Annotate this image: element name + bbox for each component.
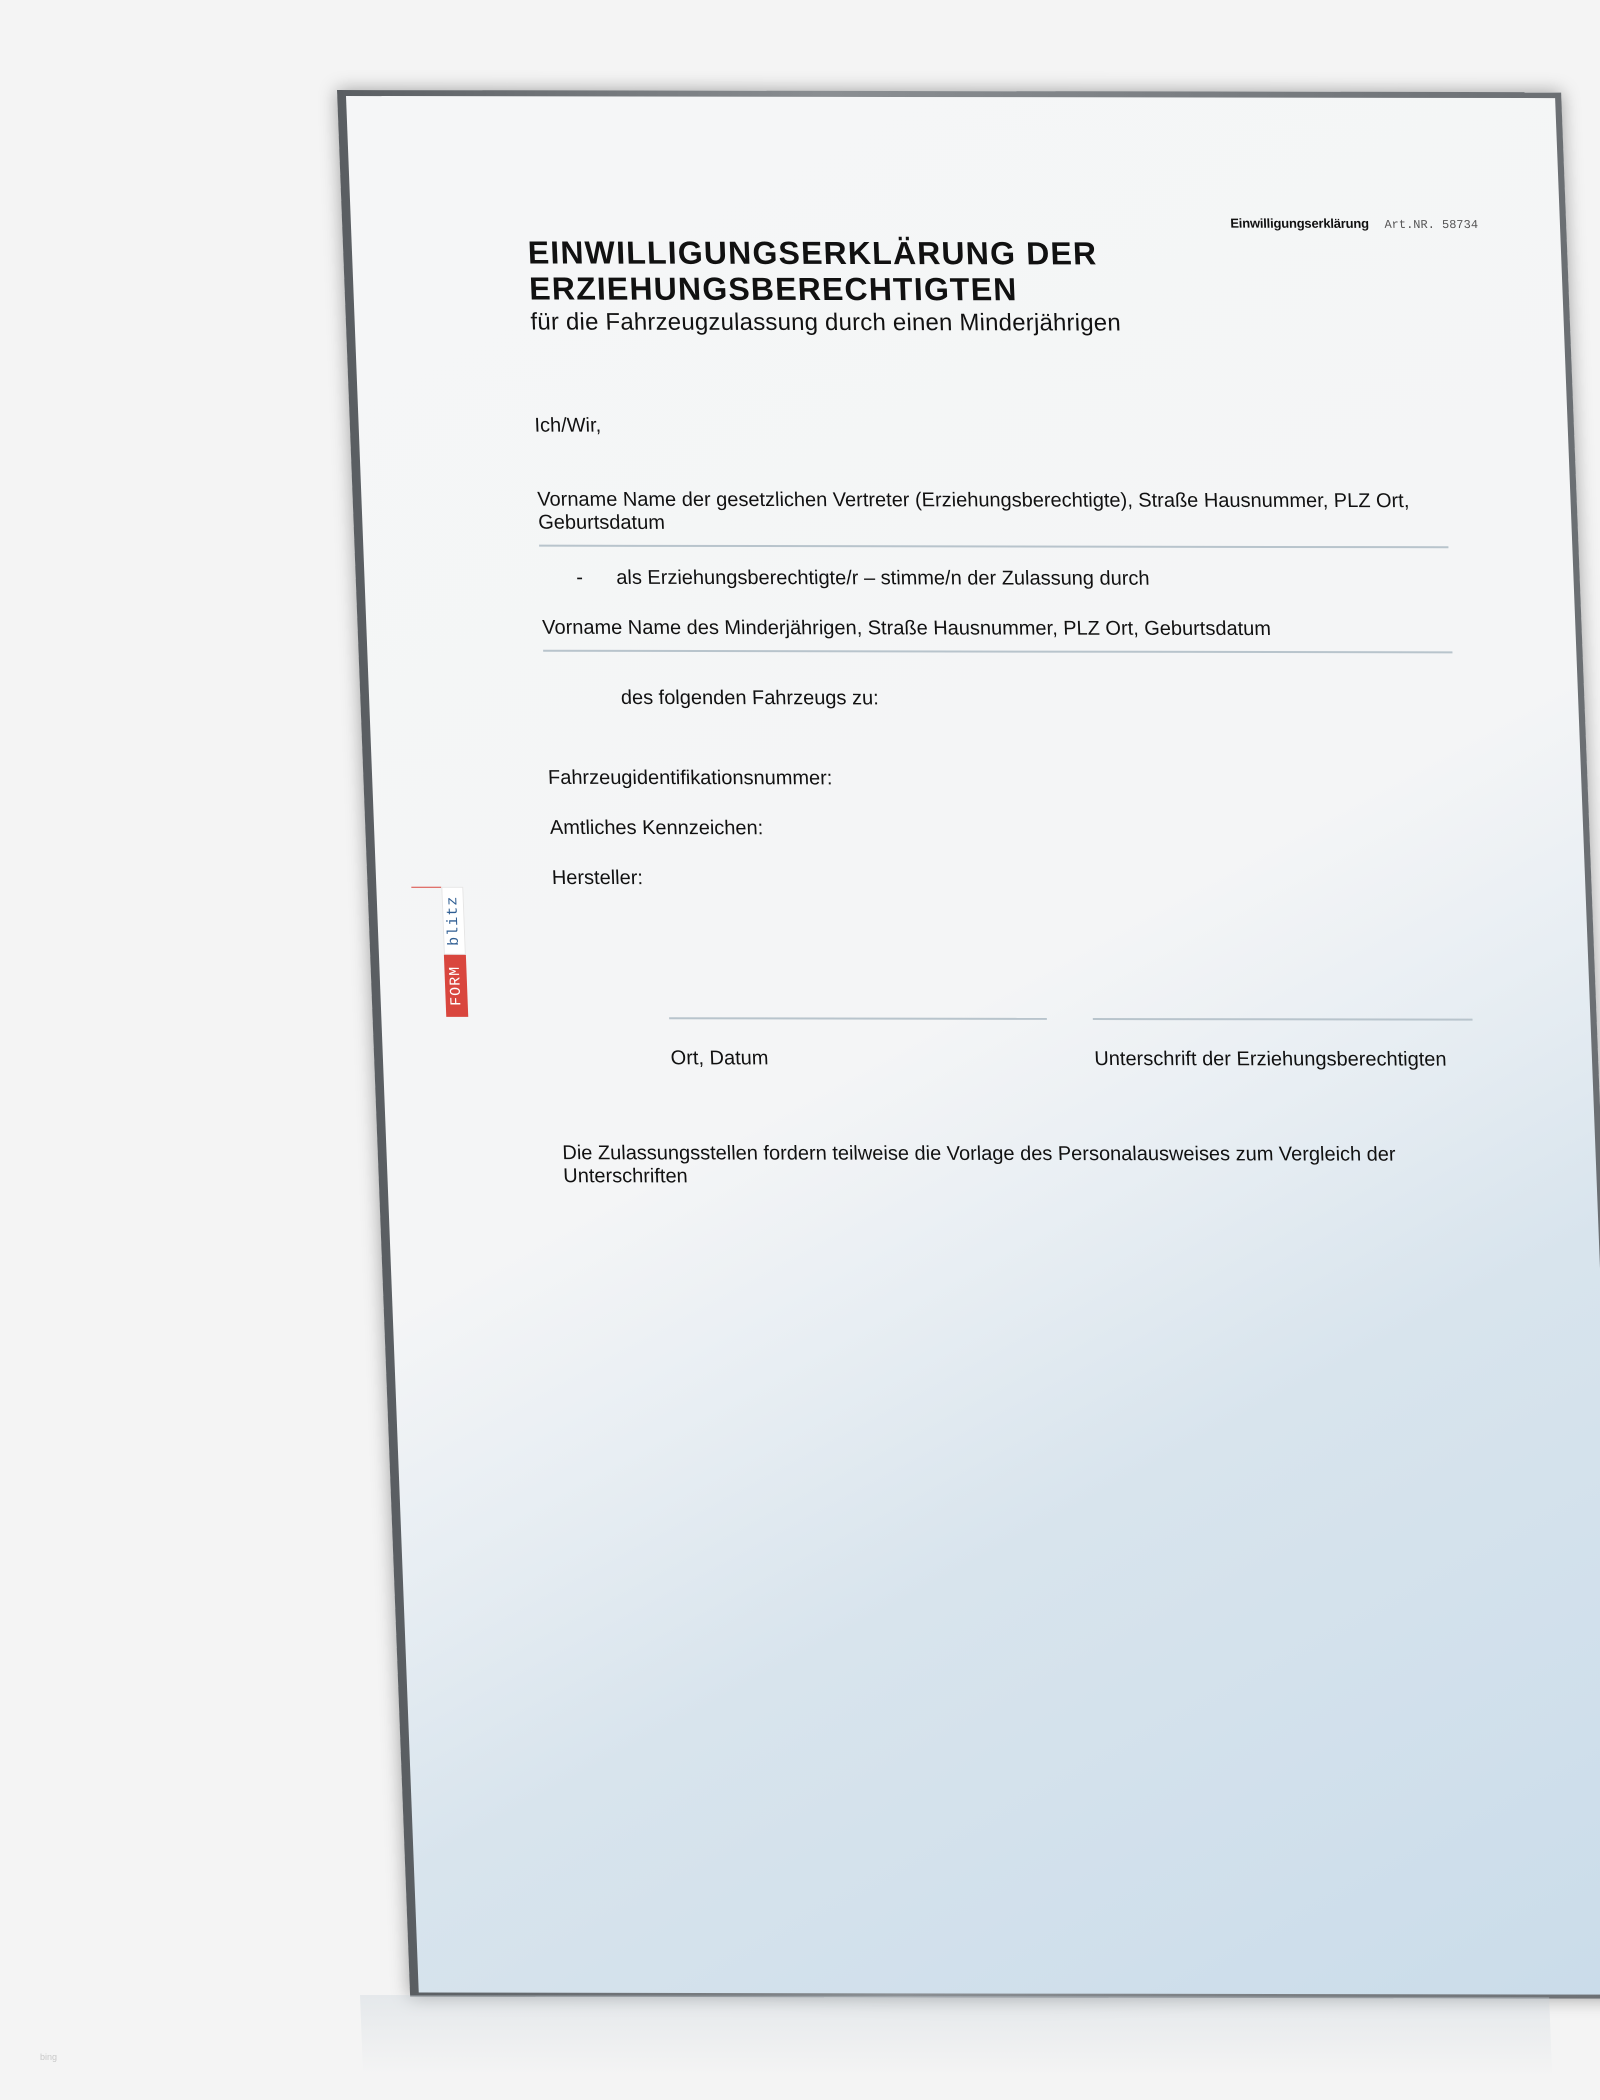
page-reflection <box>360 1995 1552 2077</box>
signature-label: Unterschrift der Erziehungsberechtigten <box>1093 1048 1447 1071</box>
place-date-line <box>669 1017 1047 1020</box>
logo-form-text: FORM <box>446 965 466 1006</box>
document-page <box>346 96 1600 1995</box>
article-number: Art.NR. 58734 <box>1384 217 1479 233</box>
guardian-field-line <box>539 545 1448 549</box>
header-label: Einwilligungserklärung <box>1230 215 1370 231</box>
title-line-1: EINWILLIGUNGSERKLÄRUNG DER <box>527 234 1098 272</box>
list-dash: - <box>575 566 584 589</box>
minor-field-line <box>543 650 1452 654</box>
page-content <box>346 96 1600 1995</box>
consent-text: als Erziehungsberechtigte/r – stimme/n der Zulassung durch <box>615 566 1150 590</box>
document-subtitle: für die Fahrzeugzulassung durch einen Minderjährigen <box>530 308 1122 337</box>
minor-field-label: Vorname Name des Minderjährigen, Straße Hausnummer, PLZ Ort, Geburtsdatum <box>541 616 1272 641</box>
place-date-label: Ort, Datum <box>670 1047 769 1070</box>
logo-form-block <box>444 955 468 1017</box>
header-reference <box>1230 216 1478 232</box>
logo-blitz-block <box>441 887 466 955</box>
vehicle-intro: des folgenden Fahrzeugs zu: <box>620 686 880 710</box>
signature-line <box>1093 1018 1473 1021</box>
formblitz-logo <box>441 887 468 1017</box>
manufacturer-label: Hersteller: <box>551 866 644 890</box>
logo-blitz-text: blitz <box>444 895 464 946</box>
corner-mark: bing <box>40 2052 58 2062</box>
vin-label: Fahrzeugidentifikationsnummer: <box>547 766 833 790</box>
footnote: Die Zulassungsstellen fordern teilweise die Vorlage des Personalausweises zum Vergleich der Unterschriften <box>561 1142 1396 1188</box>
guardian-field-label: Vorname Name der gesetzlichen Vertreter (Erziehungsberechtigte), Straße Hausnummer, PLZ Ort, Geburtsdatum <box>536 488 1410 534</box>
logo-accent-line <box>411 887 441 888</box>
document-title <box>527 234 1349 307</box>
salutation: Ich/Wir, <box>534 414 602 437</box>
plate-label: Amtliches Kennzeichen: <box>549 816 764 840</box>
title-line-2: ERZIEHUNGSBERECHTIGTEN <box>528 270 1019 308</box>
